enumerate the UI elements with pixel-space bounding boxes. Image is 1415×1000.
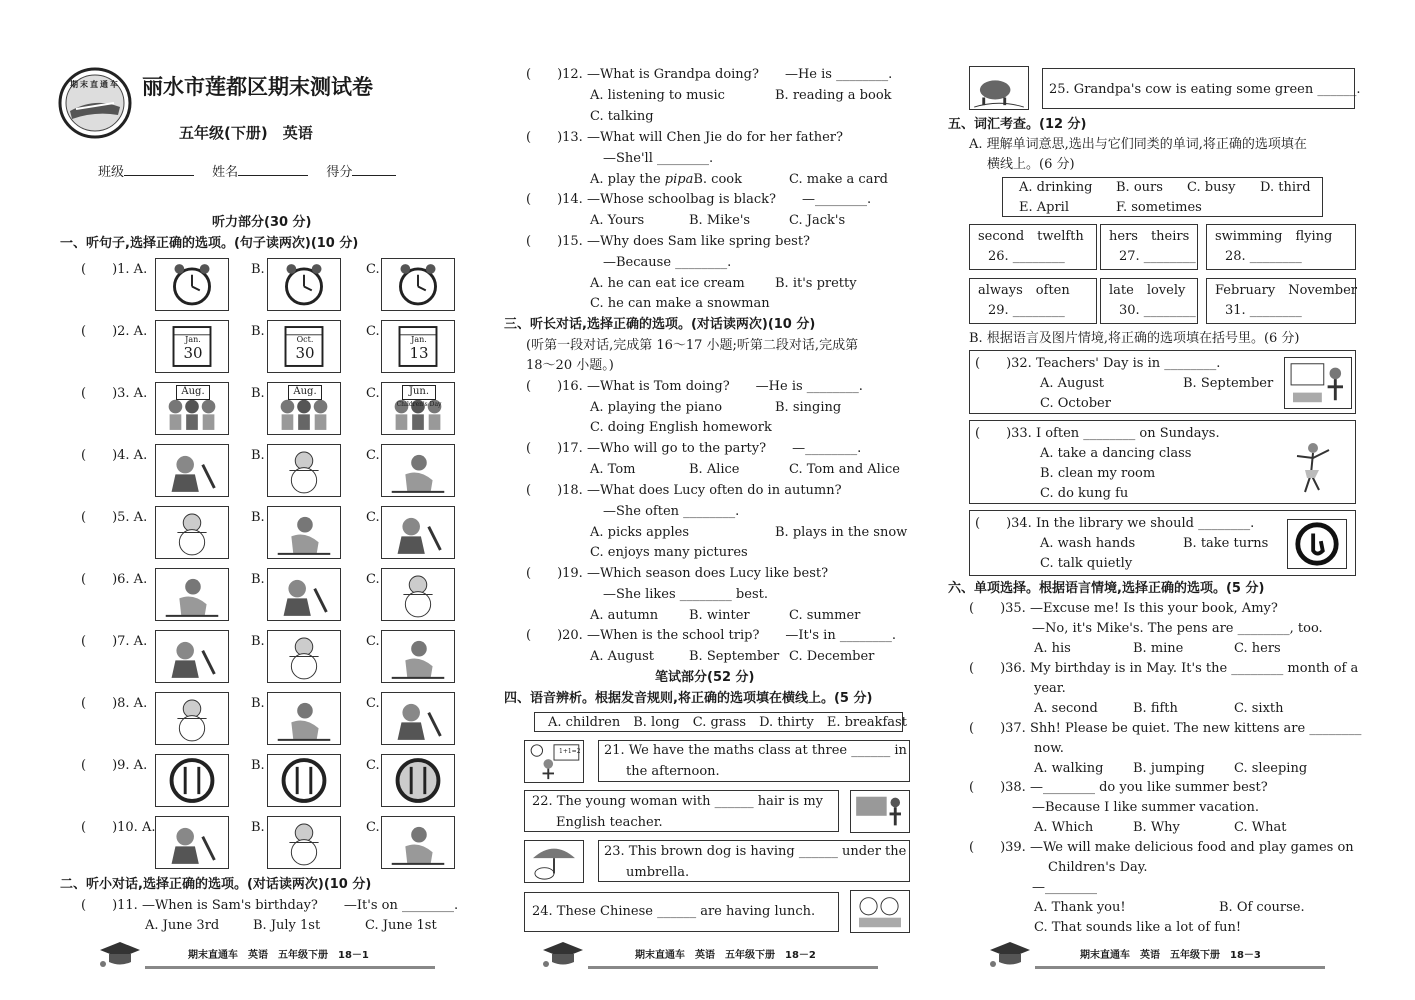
q13-answer-line: —She'll ________. [603,151,714,166]
q38-option-c[interactable]: C. What [1234,820,1287,835]
question-23-cont: umbrella. [626,865,690,880]
q13-option-c[interactable]: C. make a card [789,172,888,187]
q3-picture-a[interactable] [155,382,229,435]
q12-option-c[interactable]: C. talking [590,109,654,124]
graduation-cap-icon [538,940,588,968]
q5-number: ( )5. A. [81,510,148,525]
q35-option-a[interactable]: A. his [1034,641,1071,656]
q1-picture-c[interactable] [381,258,455,311]
score-field[interactable] [352,175,396,176]
section-3-title: 三、听长对话,选择正确的选项。(对话读两次)(10 分) [504,317,816,332]
q2-picture-date: 30 [295,344,315,362]
q4-number: ( )4. A. [81,448,148,463]
q32-option-b[interactable]: B. September [1183,376,1274,391]
q9-picture-c[interactable] [381,754,455,807]
q19-option-b[interactable]: B. winter [689,608,750,623]
q2-picture-a[interactable] [155,320,229,373]
q36-option-c[interactable]: C. sixth [1234,701,1284,716]
q39-line-3: —________ [1032,880,1097,895]
footer-line-3 [1035,966,1325,969]
q33-option-b[interactable]: B. clean my room [1040,466,1156,481]
graduation-cap-icon [985,940,1035,968]
q6-picture-b[interactable] [267,568,341,621]
phonics-options: A. children B. long C. grass D. thirty E. breakfast [548,715,907,730]
q18-option-c[interactable]: C. enjoys many pictures [590,545,748,560]
q4-picture-c[interactable] [381,444,455,497]
vocab-group-28 [1206,224,1356,270]
q33-picture [1287,440,1337,496]
q16-option-b[interactable]: B. singing [775,400,842,415]
q2-picture-label: Jan. [411,335,427,344]
q1-label-c: C. [366,262,380,277]
q9-label-c: C. [366,758,380,773]
q5-picture-a[interactable] [155,506,229,559]
section-5-title: 五、词汇考查。(12 分) [948,117,1087,132]
q2-picture-c[interactable] [381,320,455,373]
question-21-cont: the afternoon. [626,764,720,779]
vocab-group-answer[interactable]: 26. ________ [988,249,1065,264]
q4-label-b: B. [251,448,265,463]
vocab-group-words: always often [978,283,1070,298]
q17-option-b[interactable]: B. Alice [689,462,740,477]
q37-line-2: now. [1034,741,1064,756]
vocab-group-words: hers theirs [1109,229,1190,244]
score-label: 得分 [326,165,353,180]
q11-option-b[interactable]: B. July 1st [253,918,321,933]
footer-line-1 [145,966,435,969]
q7-label-c: C. [366,634,380,649]
q1-label-b: B. [251,262,265,277]
q15-answer-line: —Because ________. [603,255,732,270]
q35-option-b[interactable]: B. mine [1133,641,1184,656]
section-3-note-1: (听第一段对话,完成第 16～17 小题;听第二段对话,完成第 [526,338,859,353]
q16-option-a[interactable]: A. playing the piano [590,400,723,415]
q9-picture-a[interactable] [155,754,229,807]
q11-option-c[interactable]: C. June 1st [365,918,437,933]
q34-option-c[interactable]: C. talk quietly [1040,556,1133,571]
q7-picture-b[interactable] [267,630,341,683]
q33-option-a[interactable]: A. take a dancing class [1040,446,1192,461]
page-2 [504,0,920,1000]
question-35: ( )35. —Excuse me! Is this your book, Amy? [969,601,1278,616]
q19-option-a[interactable]: A. autumn [590,608,659,623]
logo [58,67,133,139]
footer-3: 期末直通车 英语 五年级下册 18－3 [1080,950,1261,961]
question-24: 24. These Chinese ______ are having lunch. [532,904,816,919]
q10-picture-a[interactable] [155,816,229,869]
q10-number: ( )10. A. [81,820,156,835]
q9-number: ( )9. A. [81,758,148,773]
q2-picture-b[interactable] [267,320,341,373]
q39-option-b[interactable]: B. Of course. [1219,900,1305,915]
question-22: 22. The young woman with ______ hair is my [532,794,823,809]
q8-label-b: B. [251,696,265,711]
subtitle: 五年级(下册) 英语 [179,124,313,142]
question-25: 25. Grandpa's cow is eating some green ______. [1049,82,1361,97]
vocab-group-answer[interactable]: 30. ________ [1119,303,1196,318]
section-5b-instr: B. 根据语言及图片情境,将正确的选项填在括号里。(6 分) [969,331,1300,346]
q25-picture [969,66,1029,110]
q12-option-a[interactable]: A. listening to music [590,88,725,103]
vocab-option-c: C. busy [1187,180,1236,195]
q38-option-a[interactable]: A. Which [1034,820,1094,835]
question-22-cont: English teacher. [556,815,663,830]
vocab-group-words: February November [1215,283,1358,298]
q6-picture-a[interactable] [155,568,229,621]
vocab-option-a: A. drinking [1019,180,1093,195]
q18-option-b[interactable]: B. plays in the snow [775,525,908,540]
vocab-group-answer[interactable]: 27. ________ [1119,249,1196,264]
section-3-note-2: 18～20 小题。) [526,358,614,373]
question-23: 23. This brown dog is having ______ under the [604,844,907,859]
q2-picture-label: Oct. [296,335,314,344]
q6-number: ( )6. A. [81,572,148,587]
q39-line-2: Children's Day. [1048,860,1148,875]
footer-line-2 [588,966,878,969]
q14-option-a[interactable]: A. Yours [590,213,645,228]
q8-picture-a[interactable] [155,692,229,745]
question-33: ( )33. I often ________ on Sundays. [975,426,1220,441]
q7-picture-a[interactable] [155,630,229,683]
q37-option-a[interactable]: A. walking [1034,761,1104,776]
vocab-group-words: second twelfth [978,229,1084,244]
q39-option-c[interactable]: C. That sounds like a lot of fun! [1034,920,1242,935]
listening-title: 听力部分(30 分) [212,215,312,230]
q23-picture [524,840,584,883]
vocab-group-26 [969,224,1097,270]
q36-line-2: year. [1034,681,1066,696]
question-20: ( )20. —When is the school trip? —It's in ________. [526,628,896,643]
q10-label-b: B. [251,820,265,835]
q3-number: ( )3. A. [81,386,148,401]
vocab-option-d: D. third [1260,180,1311,195]
question-16: ( )16. —What is Tom doing? —He is ________. [526,379,863,394]
q6-label-b: B. [251,572,265,587]
q34-option-a[interactable]: A. wash hands [1040,536,1136,551]
graduation-cap-icon [95,940,145,968]
q8-picture-b[interactable] [267,692,341,745]
q12-option-b[interactable]: B. reading a book [775,88,892,103]
q24-picture [850,890,910,933]
q35-line-2: —No, it's Mike's. The pens are ________, too. [1032,621,1323,636]
q3-label-c: C. [366,386,380,401]
page-3 [945,0,1365,1000]
q5-label-c: C. [366,510,380,525]
q1-picture-a[interactable] [155,258,229,311]
footer-1: 期末直通车 英语 五年级下册 18－1 [188,950,369,961]
q3-picture-c[interactable] [381,382,455,435]
q14-option-b[interactable]: B. Mike's [689,213,751,228]
vocab-group-27 [1100,224,1198,270]
q7-label-b: B. [251,634,265,649]
class-label: 班级 [98,165,125,180]
q2-picture-date: 30 [183,344,203,362]
q3-picture-label: Aug. [176,385,210,400]
q20-option-b[interactable]: B. September [689,649,780,664]
vocab-group-30 [1100,278,1198,324]
vocab-option-b: B. ours [1116,180,1163,195]
q17-option-a[interactable]: A. Tom [590,462,636,477]
q5-picture-b[interactable] [267,506,341,559]
q32-option-a[interactable]: A. August [1040,376,1105,391]
q35-option-c[interactable]: C. hers [1234,641,1281,656]
q20-option-a[interactable]: A. August [590,649,655,664]
question-39: ( )39. —We will make delicious food and play games on [969,840,1354,855]
q15-option-b[interactable]: B. it's pretty [775,276,857,291]
question-14: ( )14. —Whose schoolbag is black? —________. [526,192,872,207]
question-34: ( )34. In the library we should ________. [975,516,1255,531]
question-18: ( )18. —What does Lucy often do in autumn? [526,483,842,498]
q32-picture [1284,357,1352,409]
footer-2: 期末直通车 英语 五年级下册 18－2 [635,950,816,961]
q36-option-b[interactable]: B. fifth [1133,701,1178,716]
q4-picture-a[interactable] [155,444,229,497]
page-title: 丽水市莲都区期末测试卷 [142,75,373,99]
section-5a-instr-1: A. 理解单词意思,选出与它们同类的单词,将正确的选项填在 [969,137,1307,152]
q39-option-a[interactable]: A. Thank you! [1034,900,1126,915]
q38-line-2: —Because I like summer vacation. [1032,800,1260,815]
q22-picture [850,790,910,833]
vocab-group-words: swimming flying [1215,229,1333,244]
q15-option-a[interactable]: A. he can eat ice cream [590,276,745,291]
vocab-group-29 [969,278,1097,324]
question-37: ( )37. Shh! Please be quiet. The new kittens are ________ [969,721,1362,736]
quiet-sign-icon [1287,519,1347,569]
question-19: ( )19. —Which season does Lucy like best? [526,566,829,581]
q3-picture-label: Jun. [402,385,436,400]
q2-label-c: C. [366,324,380,339]
q7-picture-c[interactable] [381,630,455,683]
question-17: ( )17. —Who will go to the party? —________. [526,441,862,456]
q3-picture-label: Aug. [288,385,322,400]
q21-picture-text: 1+1=2 [559,748,581,755]
q19-option-c[interactable]: C. summer [789,608,861,623]
question-13: ( )13. —What will Chen Jie do for her father? [526,130,843,145]
section-4-title: 四、语音辨析。根据发音规则,将正确的选项填在横线上。(5 分) [504,691,873,706]
q36-option-a[interactable]: A. second [1034,701,1098,716]
question-12: ( )12. —What is Grandpa doing? —He is ________. [526,67,893,82]
q5-picture-c[interactable] [381,506,455,559]
q3-label-b: B. [251,386,265,401]
question-11: ( )11. —When is Sam's birthday? —It's on ________. [81,898,459,913]
q3-picture-b[interactable] [267,382,341,435]
q33-option-c[interactable]: C. do kung fu [1040,486,1129,501]
page-1 [55,0,475,1000]
q4-picture-b[interactable] [267,444,341,497]
q10-picture-b[interactable] [267,816,341,869]
question-36: ( )36. My birthday is in May. It's the ________ month of a [969,661,1359,676]
vocab-group-answer[interactable]: 28. ________ [1225,249,1302,264]
vocab-group-words: late lovely [1109,283,1186,298]
q2-picture-date: 13 [409,344,429,362]
q38-option-b[interactable]: B. Why [1133,820,1180,835]
q9-label-b: B. [251,758,265,773]
section-6-title: 六、单项选择。根据语言情境,选择正确的选项。(5 分) [948,581,1265,596]
section-1-title: 一、听句子,选择正确的选项。(句子读两次)(10 分) [60,236,359,251]
q9-picture-b[interactable] [267,754,341,807]
q20-option-c[interactable]: C. December [789,649,875,664]
question-38: ( )38. —________ do you like summer best? [969,780,1268,795]
section-5a-instr-2: 横线上。(6 分) [987,157,1075,172]
q16-option-c[interactable]: C. doing English homework [590,420,772,435]
q6-label-c: C. [366,572,380,587]
q14-option-c[interactable]: C. Jack's [789,213,846,228]
vocab-option-e: E. April [1019,200,1069,215]
vocab-group-31 [1206,278,1356,324]
q15-option-c[interactable]: C. he can make a snowman [590,296,770,311]
question-15: ( )15. —Why does Sam like spring best? [526,234,811,249]
q3-picture-caption: Children's Day [396,401,442,408]
q10-label-c: C. [366,820,380,835]
section-2-title: 二、听小对话,选择正确的选项。(对话读两次)(10 分) [60,877,372,892]
q5-label-b: B. [251,510,265,525]
written-title: 笔试部分(52 分) [655,670,755,685]
q8-number: ( )8. A. [81,696,148,711]
q13-option-a[interactable]: A. play the pipaB. cook [590,172,742,187]
class-field[interactable] [124,175,194,176]
logo-text: 期末直通车 [70,79,120,89]
q37-option-c[interactable]: C. sleeping [1234,761,1308,776]
vocab-group-answer[interactable]: 29. ________ [988,303,1065,318]
student-info [98,165,396,181]
q6-picture-c[interactable] [381,568,455,621]
q1-number: ( )1. A. [81,262,148,277]
vocab-option-f: F. sometimes [1116,200,1202,215]
q7-number: ( )7. A. [81,634,148,649]
q11-option-a[interactable]: A. June 3rd [145,918,220,933]
q18-answer-line: —She often ________. [603,504,740,519]
q17-option-c[interactable]: C. Tom and Alice [789,462,900,477]
q32-option-c[interactable]: C. October [1040,396,1111,411]
q4-label-c: C. [366,448,380,463]
q21-picture [524,740,584,783]
q2-number: ( )2. A. [81,324,148,339]
name-label: 姓名 [212,165,239,180]
q34-option-b[interactable]: B. take turns [1183,536,1269,551]
q18-option-a[interactable]: A. picks apples [590,525,690,540]
q2-picture-label: Jan. [185,335,201,344]
q8-picture-c[interactable] [381,692,455,745]
q37-option-b[interactable]: B. jumping [1133,761,1205,776]
q8-label-c: C. [366,696,380,711]
name-field[interactable] [238,175,308,176]
question-32: ( )32. Teachers' Day is in ________. [975,356,1221,371]
q19-answer-line: —She likes ________ best. [603,587,768,602]
q1-picture-b[interactable] [267,258,341,311]
q10-picture-c[interactable] [381,816,455,869]
vocab-group-answer[interactable]: 31. ________ [1225,303,1302,318]
q2-label-b: B. [251,324,265,339]
question-21: 21. We have the maths class at three ______ in [604,743,907,758]
